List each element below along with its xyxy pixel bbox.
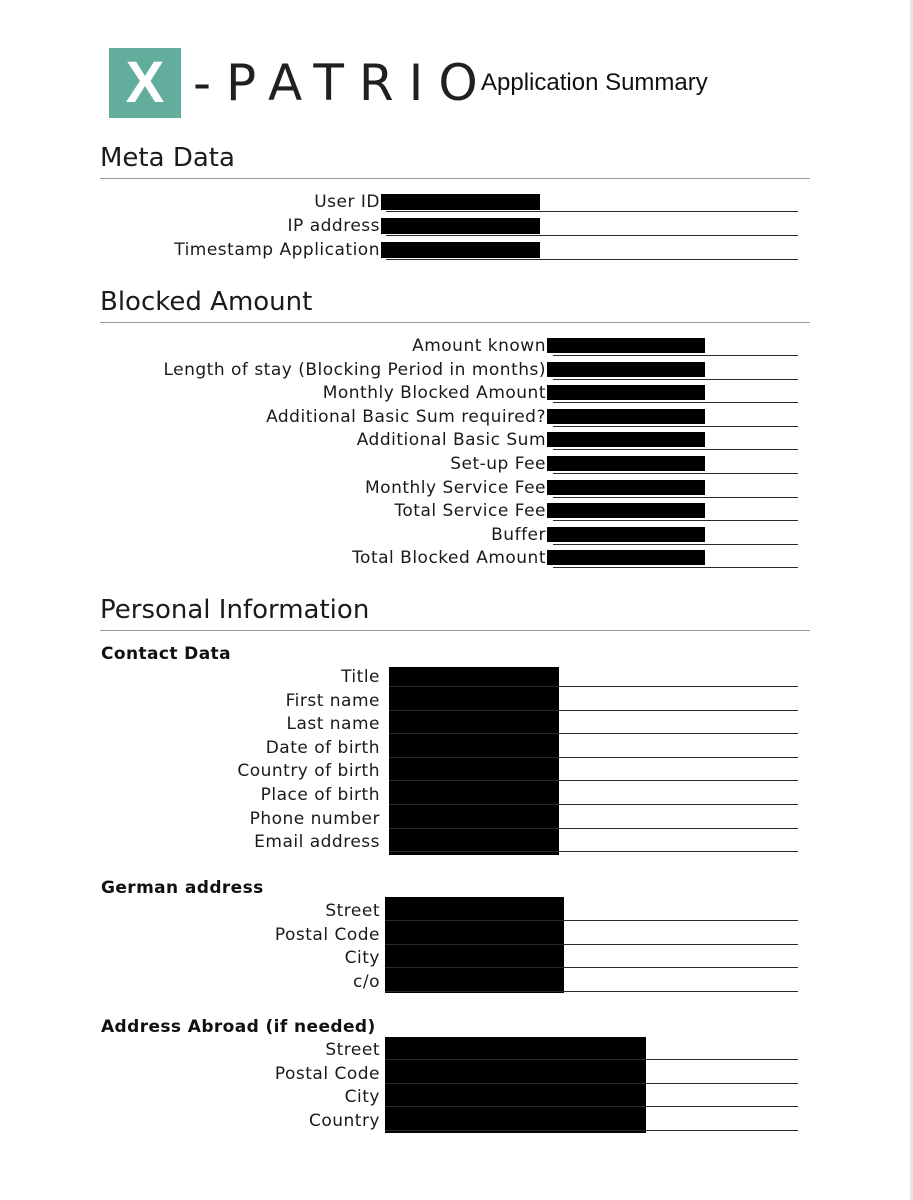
field-label: Additional Basic Sum required? bbox=[266, 406, 546, 427]
subheading-german-address: German address bbox=[101, 878, 264, 898]
field-row bbox=[0, 713, 913, 736]
field-value-line bbox=[386, 259, 798, 260]
field-row bbox=[0, 690, 913, 713]
field-label: IP address bbox=[287, 216, 380, 236]
redaction-bar bbox=[547, 480, 705, 495]
field-row bbox=[0, 239, 913, 262]
field-value-line bbox=[385, 1083, 798, 1084]
field-row bbox=[0, 971, 913, 994]
redaction-bar bbox=[547, 527, 705, 542]
field-value-line bbox=[553, 497, 798, 498]
field-value-line bbox=[385, 991, 798, 992]
field-row bbox=[0, 1086, 913, 1109]
redaction-bar bbox=[547, 338, 705, 353]
field-value-line bbox=[389, 757, 798, 758]
field-label: Set-up Fee bbox=[450, 454, 546, 474]
subheading-address-abroad: Address Abroad (if needed) bbox=[101, 1017, 376, 1037]
field-row bbox=[0, 900, 913, 923]
field-value-line bbox=[385, 1106, 798, 1107]
field-label: Amount known bbox=[412, 336, 546, 356]
redaction-bar bbox=[547, 432, 705, 447]
field-label: Phone number bbox=[249, 808, 380, 829]
field-row bbox=[0, 831, 913, 854]
field-row bbox=[0, 1039, 913, 1062]
field-row bbox=[0, 808, 913, 831]
redaction-bar bbox=[547, 503, 705, 518]
field-label: Country bbox=[308, 1110, 380, 1131]
field-value-line bbox=[386, 235, 798, 236]
redaction-bar bbox=[547, 550, 705, 565]
field-value-line bbox=[553, 544, 798, 545]
section-title-personal-information: Personal Information bbox=[100, 594, 810, 631]
field-row bbox=[0, 453, 913, 476]
section-title-meta-data: Meta Data bbox=[100, 142, 810, 179]
field-label: First name bbox=[285, 690, 380, 711]
field-value-line bbox=[389, 686, 798, 687]
field-label: Last name bbox=[286, 714, 380, 735]
field-value-line bbox=[385, 1059, 798, 1060]
redaction-bar bbox=[381, 218, 540, 234]
field-label: Length of stay (Blocking Period in months) bbox=[163, 359, 546, 380]
subheading-contact-data: Contact Data bbox=[101, 644, 231, 664]
field-row bbox=[0, 191, 913, 214]
field-row bbox=[0, 547, 913, 570]
field-row bbox=[0, 524, 913, 547]
field-value-line bbox=[553, 567, 798, 568]
field-row bbox=[0, 760, 913, 783]
field-value-line bbox=[389, 828, 798, 829]
field-label: Total Blocked Amount bbox=[352, 548, 546, 569]
field-label: Street bbox=[325, 1040, 380, 1060]
field-label: Additional Basic Sum bbox=[356, 430, 546, 451]
field-label: Title bbox=[341, 667, 380, 687]
field-row bbox=[0, 477, 913, 500]
field-value-line bbox=[385, 1130, 798, 1131]
field-label: Total Service Fee bbox=[394, 501, 546, 522]
field-row bbox=[0, 382, 913, 405]
field-label: Place of birth bbox=[260, 785, 380, 805]
redaction-bar bbox=[381, 194, 540, 210]
field-value-line bbox=[389, 851, 798, 852]
field-label: Timestamp Application bbox=[174, 240, 380, 260]
field-value-line bbox=[385, 967, 798, 968]
field-row bbox=[0, 500, 913, 523]
field-label: Street bbox=[325, 901, 380, 921]
field-row bbox=[0, 406, 913, 429]
field-value-line bbox=[553, 473, 798, 474]
field-label: Postal Code bbox=[274, 924, 380, 945]
field-row bbox=[0, 666, 913, 689]
field-label: User ID bbox=[314, 192, 380, 212]
field-row bbox=[0, 1110, 913, 1133]
field-row bbox=[0, 335, 913, 358]
field-value-line bbox=[553, 426, 798, 427]
field-label: Country of birth bbox=[237, 761, 380, 782]
field-value-line bbox=[553, 402, 798, 403]
field-label: Date of birth bbox=[265, 737, 380, 758]
field-value-line bbox=[389, 804, 798, 805]
field-row bbox=[0, 737, 913, 760]
field-row bbox=[0, 924, 913, 947]
logo-mark bbox=[109, 48, 181, 118]
field-value-line bbox=[553, 379, 798, 380]
redaction-bar bbox=[547, 456, 705, 471]
logo-x-letter: X bbox=[125, 50, 165, 115]
field-value-line bbox=[386, 211, 798, 212]
field-value-line bbox=[389, 733, 798, 734]
field-row bbox=[0, 429, 913, 452]
redaction-bar bbox=[547, 385, 705, 400]
field-label: Monthly Blocked Amount bbox=[322, 383, 546, 404]
field-label: Buffer bbox=[491, 524, 546, 545]
field-label: Monthly Service Fee bbox=[365, 477, 546, 498]
document-title: Application Summary bbox=[481, 69, 708, 96]
redaction-bar bbox=[381, 242, 540, 258]
field-value-line bbox=[553, 355, 798, 356]
field-label: Postal Code bbox=[274, 1063, 380, 1084]
section-title-blocked-amount: Blocked Amount bbox=[100, 286, 810, 323]
field-row bbox=[0, 215, 913, 238]
logo-wordmark: -PATRIO bbox=[193, 54, 493, 112]
field-value-line bbox=[385, 944, 798, 945]
field-label: City bbox=[344, 1087, 380, 1108]
field-row bbox=[0, 1063, 913, 1086]
redaction-bar bbox=[547, 362, 705, 377]
field-row bbox=[0, 784, 913, 807]
field-value-line bbox=[553, 449, 798, 450]
field-label: Email address bbox=[254, 832, 380, 853]
field-row bbox=[0, 359, 913, 382]
field-row bbox=[0, 947, 913, 970]
field-value-line bbox=[389, 780, 798, 781]
field-label: c/o bbox=[353, 971, 380, 992]
field-value-line bbox=[385, 920, 798, 921]
field-value-line bbox=[389, 710, 798, 711]
field-value-line bbox=[553, 520, 798, 521]
redaction-bar bbox=[547, 409, 705, 424]
field-label: City bbox=[344, 948, 380, 969]
